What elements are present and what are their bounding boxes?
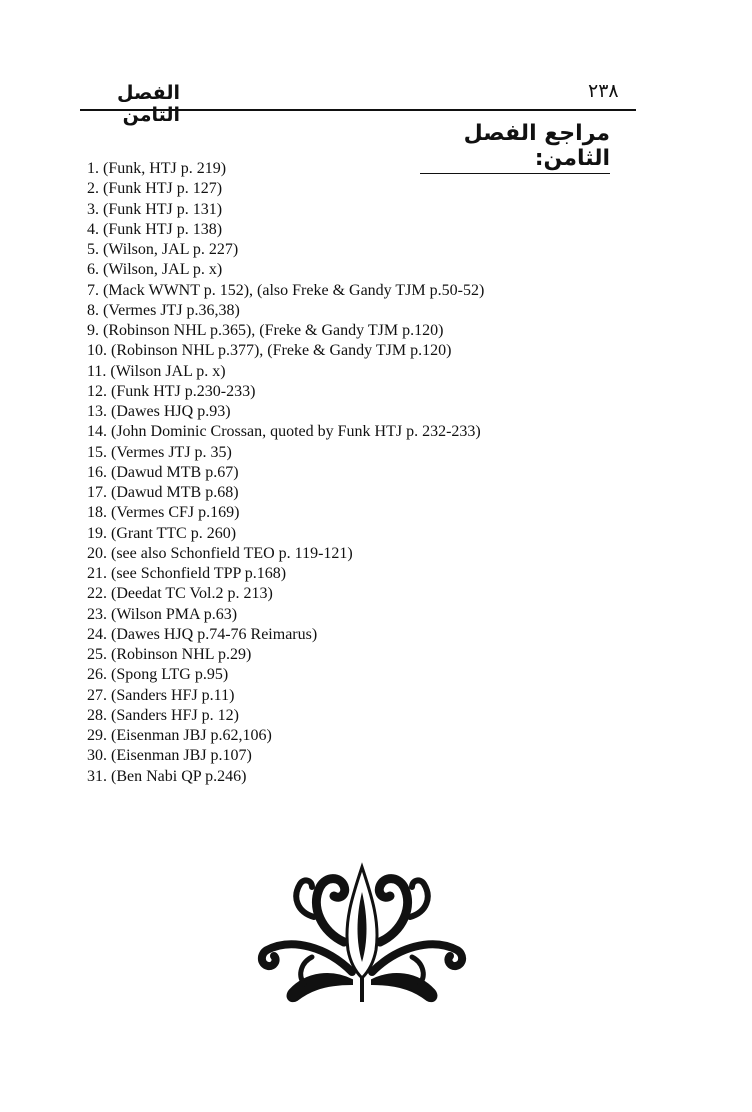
reference-list [87, 159, 484, 787]
reference-item: 26. (Spong LTG p.95) [87, 666, 229, 684]
reference-item: 1. (Funk, HTJ p. 219) [87, 160, 227, 177]
reference-item: 11. (Wilson JAL p. x) [87, 362, 226, 380]
reference-item: 14. (John Dominic Crossan, quoted by Funk HTJ p. 232-233) [87, 423, 481, 441]
reference-item: 25. (Robinson NHL p.29) [87, 646, 252, 663]
reference-item: 13. (Dawes HJQ p.93) [87, 403, 231, 420]
reference-item: 27. (Sanders HFJ p.11) [87, 686, 235, 704]
reference-item: 7. (Mack WWNT p. 152), (also Freke & Gandy TJM p.50-52) [87, 281, 485, 299]
reference-item: 19. (Grant TTC p. 260) [87, 524, 237, 542]
section-title: مراجع الفصل الثامن: [420, 121, 610, 174]
reference-item: 4. (Funk HTJ p. 138) [87, 220, 223, 238]
reference-item: 10. (Robinson NHL p.377), (Freke & Gandy TJM p.120) [87, 342, 452, 360]
header-rule [80, 109, 636, 111]
reference-item: 23. (Wilson PMA p.63) [87, 605, 238, 623]
reference-item: 8. (Vermes JTJ p.36,38) [87, 301, 240, 319]
reference-item: 31. (Ben Nabi QP p.246) [87, 767, 247, 785]
reference-item: 16. (Dawud MTB p.67) [87, 463, 239, 481]
reference-item: 24. (Dawes HJQ p.74-76 Reimarus) [87, 625, 318, 643]
reference-item: 3. (Funk HTJ p. 131) [87, 200, 223, 218]
reference-item: 17. (Dawud MTB p.68) [87, 484, 239, 501]
reference-item: 22. (Deedat TC Vol.2 p. 213) [87, 585, 273, 603]
floral-ornament-icon [252, 862, 472, 1007]
chapter-header: الفصل الثامن [116, 82, 180, 126]
reference-item: 30. (Eisenman JBJ p.107) [87, 747, 252, 765]
reference-item: 9. (Robinson NHL p.365), (Freke & Gandy TJM p.120) [87, 322, 444, 339]
reference-item: 15. (Vermes JTJ p. 35) [87, 443, 232, 461]
page-number: ٢٣٨ [588, 80, 619, 102]
reference-item: 29. (Eisenman JBJ p.62,106) [87, 727, 272, 744]
reference-item: 20. (see also Schonfield TEO p. 119-121) [87, 544, 353, 562]
reference-item: 2. (Funk HTJ p. 127) [87, 180, 223, 198]
reference-item: 21. (see Schonfield TPP p.168) [87, 565, 287, 582]
reference-item: 6. (Wilson, JAL p. x) [87, 261, 223, 279]
reference-item: 18. (Vermes CFJ p.169) [87, 504, 240, 522]
reference-item: 12. (Funk HTJ p.230-233) [87, 382, 256, 400]
reference-item: 5. (Wilson, JAL p. 227) [87, 241, 239, 258]
reference-item: 28. (Sanders HFJ p. 12) [87, 706, 239, 724]
